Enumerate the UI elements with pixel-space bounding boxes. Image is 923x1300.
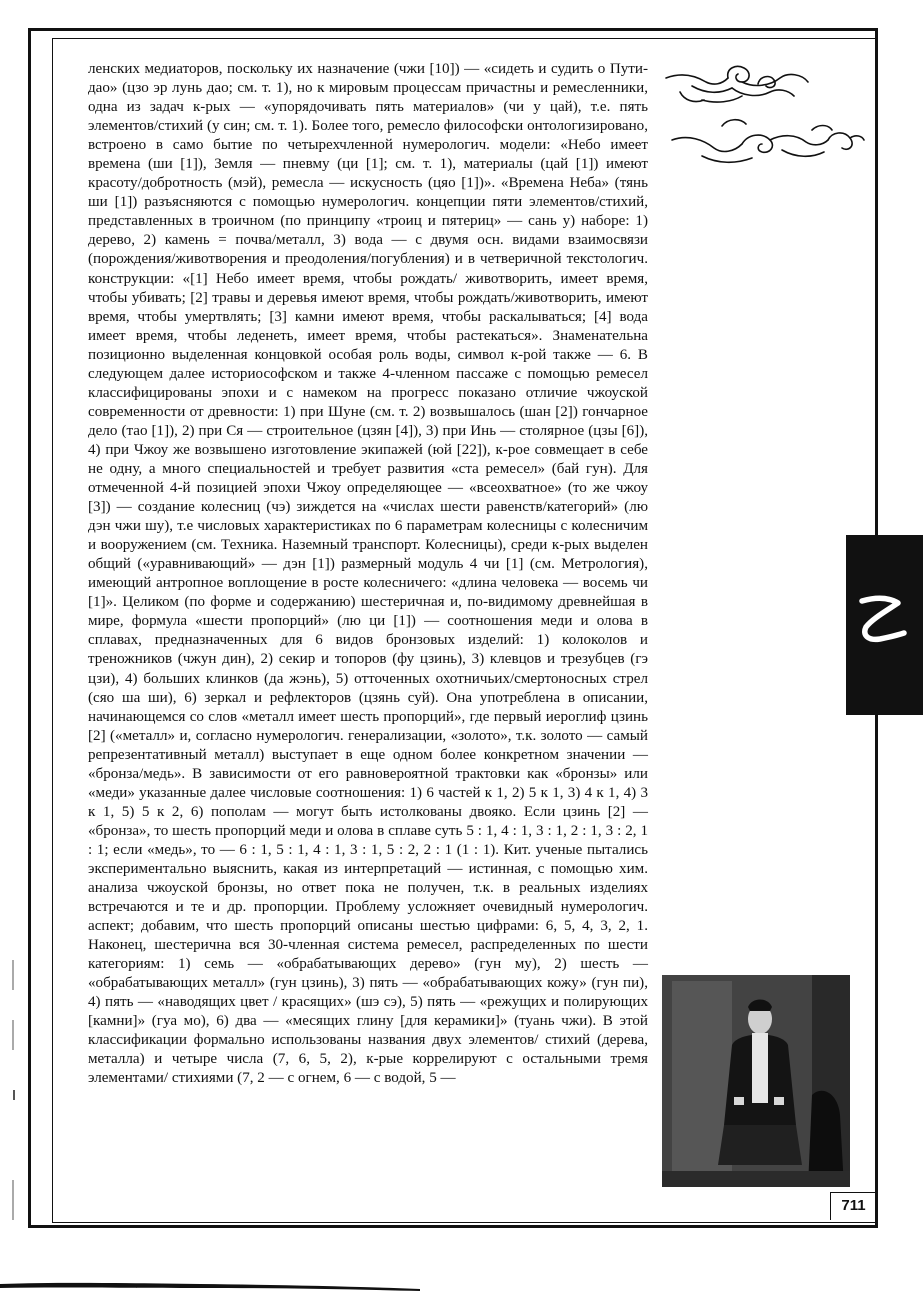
page-number: 711 bbox=[830, 1192, 876, 1220]
scan-margin-marks bbox=[8, 960, 18, 1250]
hieroglyph-icon bbox=[854, 593, 910, 645]
article-paragraph: ленских медиаторов, поскольку их назначение (чжи [10]) — «сидеть и судить о Пути-дао» (цзо эр лунь дао; см. т. 1), но к мировым процессам причастны и ремесленники, одна из задач к-рых — «упорядочивать пять материалов» (чи у цай), т.е. пять элементов/стихий (у син; см. т. 1). Более того, ремесло философски онтологизировано, встроено в само бытие по четырехчленной нумерологич. модели: «Небо имеет времена (ши [1]), Земля — пневму (ци [1]; см. т. 1), материалы (цай [1]) имеют красоту/добротность (мэй), ремесла — искусность (цяо [1])». «Времена Неба» (тянь ши [1]) разъясняются с помощью нумерологич. концепции пяти элементов/стихий, представленных в троичном (по принципу «троиц и пятериц» — сань у) наборе: 1) дерево, 2) камень = почва/металл, 3) вода — с двумя осн. видами взаимосвязи (порождения/животворения и преодоления/погубления) и в четверичной текстологич. конструкции: «[1] Небо имеет время, чтобы рождать/ животворить, имеет время, чтобы убивать; [2] травы и деревья имеют время, чтобы рождать/животворить, имеют время, чтобы умертвлять; [3] камни имеют время, чтобы раскалываться; [4] вода имеет время, чтобы леденеть, имеет время, чтобы растекаться». Знаменательна позиционно выделенная концовкой особая роль воды, символ к-рой также — 6. В следующем далее историософском и также 4-членном пассаже с помощью ремесел классифицированы эпохи и с намеком на прогресс показано отличие чжоуской современности от древности: 1) при Шуне (см. т. 2) возвышалось (шан [2]) гончарное дело (тао [1]), 2) при Ся — строительное (цзян [4]), 3) при Инь — столярное (цзы [6]), 4) при Чжоу же возвышено изготовление экипажей (юй [22]), к-рое совмещает в себе не одну, а много специальностей и требует развития «ста ремесел» (бай гун). Для отмеченной 4-й позицией эпохи Чжоу определяющее — «всеохватное» (то же чжоу [3]) — создание колесниц (чэ) зиждется на «числах шести равенств/категорий» (лю дэн чжи шу), т.е числовых характеристиках по 6 параметрам колесницы с колесничим и вооружением (см. Техника. Наземный транспорт. Колесницы), среди к-рых выделен общий («уравнивающий» — дэн [1]) размерный модуль 4 чи [1] (см. Метрология), имеющий антропное воплощение в росте колесничего: «длина человека — восемь чи [1]». Целиком (по форме и содержанию) шестеричная и, по-видимому древнейшая в мире, формула «шести пропорций» (лю ци [1]) — соотношения меди и олова в сплавах, предназначенных для 6 видов бронзовых изделий: 1) колоколов и треножников (чжун дин), 2) секир и топоров (фу цзинь), 3) клевцов и трезубцев (гэ цзи), 4) больших клинков (да жэнь), 5) отточенных охотничьих/смертоносных стрел (сяо ша ши), 6) зеркал и рефлекторов (цзянь суй). Она употреблена в описании, начинающемся со слов «металл имеет шесть пропорций», где первый иероглиф цзинь [2] («металл» и, согласно нумерологич. генерализации, «золото», т.к. золото — самый репрезентативный металл) выступает в еще одном более конкретном значении — «бронза/медь». В зависимости от его равновероятной трактовки как «бронзы» или «меди» указанные далее числовые соотношения: 1) 6 частей к 1, 2) 5 к 1, 3) 4 к 1, 4) 3 к 1, 5) 5 к 2, 6) пополам — могут быть истолкованы двояко. Если цзинь [2] — «бронза», то шесть пропорций меди и олова в сплаве суть 5 : 1, 4 : 1, 3 : 1, 2 : 1, 3 : 2, 1 : 1; если «медь», то — 6 : 1, 5 : 1, 4 : 1, 3 : 1, 5 : 2, 2 : 1 (1 : 1). Кит. ученые пытались экспериментально выяснить, какая из интерпретаций — истинная, с помощью хим. анализа чжоуской бронзы, но ответ пока не получен, т.к. в реальных изделиях встречаются и те и др. пропорции. Проблему усложняет очевидный нумерологич. аспект; добавим, что шесть пропорций описаны шестью цифрами: 6, 5, 4, 3, 2, 1. Наконец, шестерична вся 30-членная система ремесел, распределенных по шести категориям: 1) семь — «обрабатывающих дерево» (гун му), 2) шесть — «обрабатывающих металл» (гун цзинь), 3) пять — «обрабатывающих кожу» (гун пи), 4) пять — «наводящих цвет / красящих» (шэ сэ), 5) пять — «режущих и полирующих [камни]» (гуа мо), 6) два — «месящих глину [для керамики]» (туань чжи). В этой классификации формально использованы названия двух элементов/ стихий (дерева, металла) и четыре числа (7, 6, 5, 2), к-рые коррелируют с остальными тремя элементами/ стихиями (7, 2 — с огнем, 6 — с водой, 5 — bbox=[88, 61, 648, 1087]
cloud-scroll-ornament bbox=[662, 60, 866, 172]
article-body bbox=[88, 60, 648, 1089]
photo-seated-figure bbox=[662, 975, 850, 1187]
section-side-tab bbox=[846, 535, 923, 715]
scan-edge-stroke bbox=[0, 1278, 420, 1292]
